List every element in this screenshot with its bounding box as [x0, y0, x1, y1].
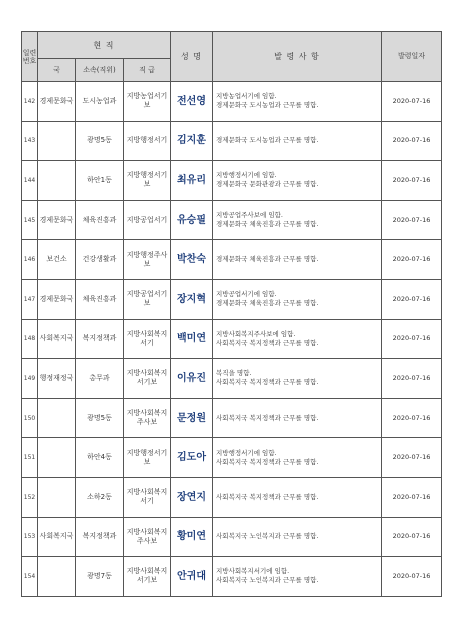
notice-cell: [213, 161, 382, 201]
date-cell: 2020-07-16: [382, 161, 442, 201]
notice-line: 사회복지국 노인복지과 근무를 명함.: [216, 576, 319, 585]
bureau-cell: 경제문화국: [38, 82, 76, 122]
serial-number-cell: 148: [22, 319, 38, 359]
table-row: [22, 398, 442, 438]
name-cell: 유승필: [171, 200, 213, 240]
table-row: [22, 240, 442, 280]
name-cell: 김지훈: [171, 121, 213, 161]
serial-number-cell: 143: [22, 121, 38, 161]
date-cell: 2020-07-16: [382, 557, 442, 597]
notice-cell: [213, 319, 382, 359]
name-cell: 전선영: [171, 82, 213, 122]
serial-number-cell: 144: [22, 161, 38, 201]
bureau-cell: 경제문화국: [38, 279, 76, 319]
serial-number-cell: 146: [22, 240, 38, 280]
serial-number-cell: 152: [22, 477, 38, 517]
serial-number-cell: 151: [22, 438, 38, 478]
name-cell: 이유진: [171, 359, 213, 399]
notice-line: 사회복지국 복지정책과 근무를 명함.: [216, 413, 319, 422]
rank-cell: 지방공업서기: [124, 200, 171, 240]
rank-cell: 지방행정서기: [124, 121, 171, 161]
rank-cell: 지방행정주사보: [124, 240, 171, 280]
notice-line: 사회복지국 복지정책과 근무를 명함.: [216, 457, 319, 466]
department-cell: 광명5동: [76, 121, 124, 161]
bureau-cell: 행정재정국: [38, 359, 76, 399]
serial-number-cell: 154: [22, 557, 38, 597]
table-header: [22, 32, 442, 82]
header-current-position: 현 직: [38, 32, 171, 59]
bureau-cell: 경제문화국: [38, 200, 76, 240]
date-cell: 2020-07-16: [382, 279, 442, 319]
date-cell: 2020-07-16: [382, 121, 442, 161]
name-cell: 최유리: [171, 161, 213, 201]
notice-line: 경제문화국 도시농업과 근무를 명함.: [216, 101, 319, 110]
notice-cell: [213, 517, 382, 557]
bureau-cell: [38, 398, 76, 438]
date-cell: 2020-07-16: [382, 438, 442, 478]
notice-line: 사회복지국 복지정책과 근무를 명함.: [216, 378, 319, 387]
name-cell: 장지혁: [171, 279, 213, 319]
table-row: [22, 359, 442, 399]
notice-cell: [213, 398, 382, 438]
serial-number-cell: 153: [22, 517, 38, 557]
name-cell: 황미연: [171, 517, 213, 557]
notice-cell: [213, 200, 382, 240]
name-cell: 안귀대: [171, 557, 213, 597]
notice-line: 복직을 명함.: [216, 369, 252, 378]
rank-cell: 지방행정서기보: [124, 438, 171, 478]
date-cell: 2020-07-16: [382, 200, 442, 240]
notice-line: 지방행정서기에 임함.: [216, 171, 277, 180]
rank-cell: 지방사회복지서기보: [124, 359, 171, 399]
table-row: [22, 477, 442, 517]
notice-line: 지방사회복지주사보에 임함.: [216, 329, 296, 338]
notice-line: 지방공업서기에 임함.: [216, 290, 277, 299]
department-cell: 도시농업과: [76, 82, 124, 122]
notice-line: 지방농업서기에 임함.: [216, 92, 277, 101]
appointment-table: [21, 31, 442, 597]
rank-cell: 지방사회복지서기: [124, 477, 171, 517]
name-cell: 백미연: [171, 319, 213, 359]
notice-line: 경제문화국 문화관광과 근무를 명함.: [216, 180, 319, 189]
notice-cell: [213, 359, 382, 399]
bureau-cell: 사회복지국: [38, 319, 76, 359]
notice-cell: [213, 82, 382, 122]
rank-cell: 지방공업서기보: [124, 279, 171, 319]
header-bureau: 국: [38, 59, 76, 82]
table-row: [22, 517, 442, 557]
department-cell: 소하2동: [76, 477, 124, 517]
name-cell: 김도아: [171, 438, 213, 478]
header-name: 성 명: [171, 32, 213, 82]
department-cell: 복지정책과: [76, 319, 124, 359]
notice-line: 경제문화국 체육진흥과 근무를 명함.: [216, 220, 319, 229]
notice-cell: [213, 240, 382, 280]
date-cell: 2020-07-16: [382, 319, 442, 359]
bureau-cell: [38, 557, 76, 597]
bureau-cell: 사회복지국: [38, 517, 76, 557]
date-cell: 2020-07-16: [382, 82, 442, 122]
rank-cell: 지방행정서기보: [124, 161, 171, 201]
department-cell: 광명7동: [76, 557, 124, 597]
header-serial-number: 일련번호: [22, 32, 38, 82]
table-row: [22, 121, 442, 161]
header-department: 소속(직위): [76, 59, 124, 82]
notice-line: 경제문화국 도시농업과 근무를 명함.: [216, 136, 319, 145]
department-cell: 총무과: [76, 359, 124, 399]
rank-cell: 지방사회복지주사보: [124, 517, 171, 557]
table-row: [22, 557, 442, 597]
notice-cell: [213, 477, 382, 517]
bureau-cell: [38, 161, 76, 201]
notice-line: 사회복지국 복지정책과 근무를 명함.: [216, 492, 319, 501]
notice-line: 지방공업주사보에 임함.: [216, 211, 283, 220]
department-cell: 체육진흥과: [76, 279, 124, 319]
department-cell: 광명5동: [76, 398, 124, 438]
rank-cell: 지방사회복지주사보: [124, 398, 171, 438]
table-body: [22, 82, 442, 597]
notice-cell: [213, 279, 382, 319]
serial-number-cell: 150: [22, 398, 38, 438]
date-cell: 2020-07-16: [382, 240, 442, 280]
table-row: [22, 319, 442, 359]
date-cell: 2020-07-16: [382, 477, 442, 517]
notice-cell: [213, 438, 382, 478]
notice-cell: [213, 557, 382, 597]
name-cell: 박찬숙: [171, 240, 213, 280]
department-cell: 건강생활과: [76, 240, 124, 280]
department-cell: 하안1동: [76, 161, 124, 201]
name-cell: 장연지: [171, 477, 213, 517]
table-row: [22, 161, 442, 201]
date-cell: 2020-07-16: [382, 398, 442, 438]
header-appointment-date: 발령일자: [382, 32, 442, 82]
serial-number-cell: 149: [22, 359, 38, 399]
notice-line: 경제문화국 체육진흥과 근무를 명함.: [216, 299, 319, 308]
notice-cell: [213, 121, 382, 161]
department-cell: 체육진흥과: [76, 200, 124, 240]
notice-line: 경제문화국 체육진흥과 근무를 명함.: [216, 255, 319, 264]
notice-line: 지방사회복지서기에 임함.: [216, 567, 290, 576]
serial-number-cell: 142: [22, 82, 38, 122]
name-cell: 문정원: [171, 398, 213, 438]
notice-line: 사회복지국 복지정책과 근무를 명함.: [216, 338, 319, 347]
table-row: [22, 82, 442, 122]
date-cell: 2020-07-16: [382, 517, 442, 557]
rank-cell: 지방사회복지서기: [124, 319, 171, 359]
bureau-cell: [38, 121, 76, 161]
header-appointment-matter: 발 령 사 항: [213, 32, 382, 82]
table-row: [22, 200, 442, 240]
serial-number-cell: 145: [22, 200, 38, 240]
table-row: [22, 438, 442, 478]
rank-cell: 지방농업서기보: [124, 82, 171, 122]
serial-number-cell: 147: [22, 279, 38, 319]
department-cell: 복지정책과: [76, 517, 124, 557]
bureau-cell: [38, 438, 76, 478]
department-cell: 하안4동: [76, 438, 124, 478]
table-row: [22, 279, 442, 319]
date-cell: 2020-07-16: [382, 359, 442, 399]
notice-line: 사회복지국 노인복지과 근무를 명함.: [216, 532, 319, 541]
notice-line: 지방행정서기에 임함.: [216, 448, 277, 457]
rank-cell: 지방사회복지서기보: [124, 557, 171, 597]
bureau-cell: 보건소: [38, 240, 76, 280]
header-rank: 직 급: [124, 59, 171, 82]
bureau-cell: [38, 477, 76, 517]
